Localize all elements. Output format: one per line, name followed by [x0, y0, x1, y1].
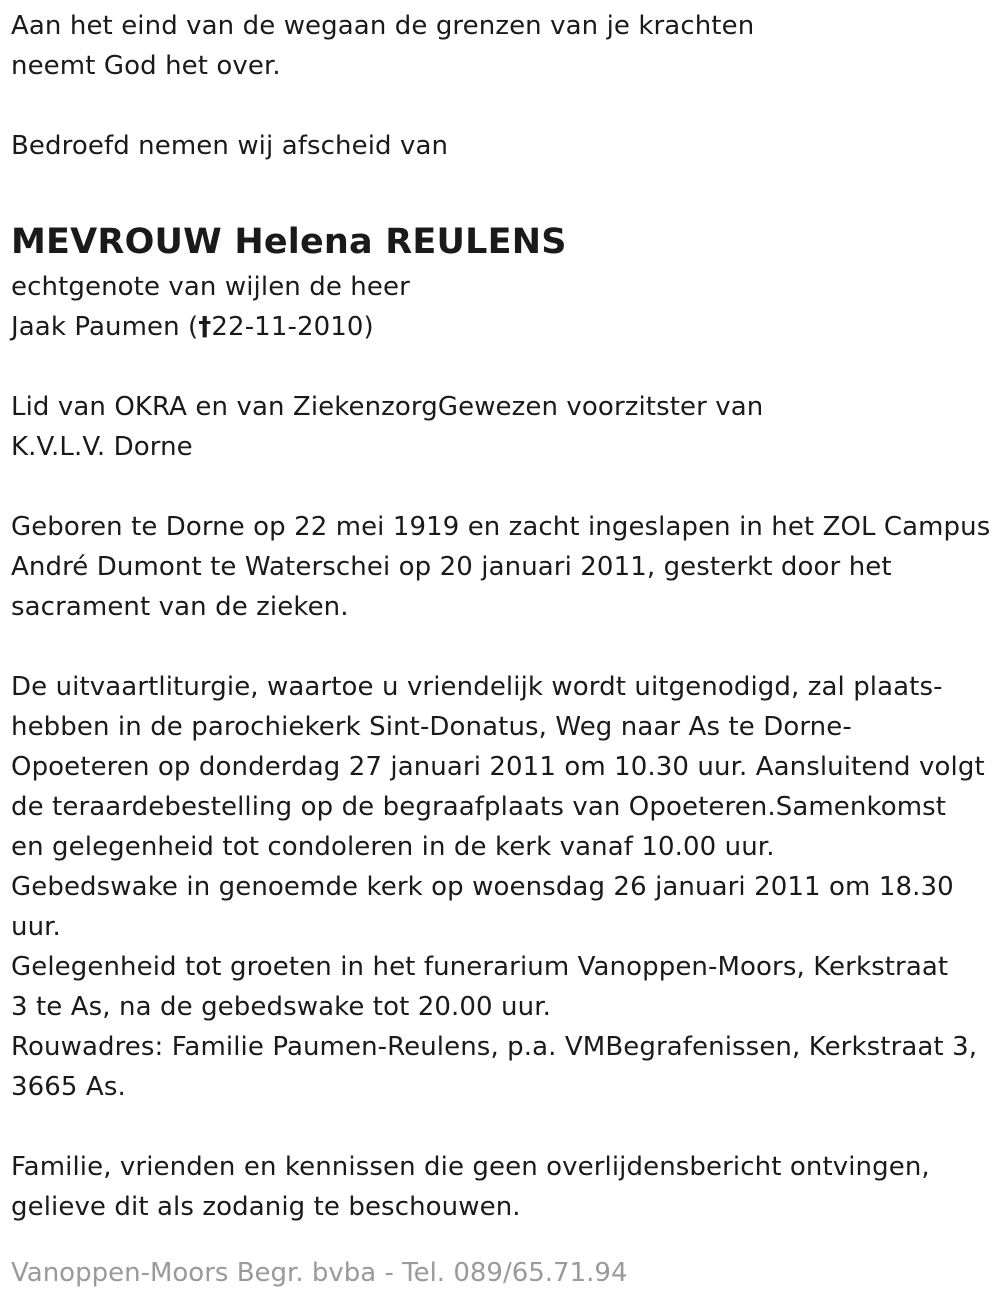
- spacer: [11, 86, 996, 126]
- funeral-line: 3665 As.: [11, 1072, 126, 1102]
- birth-death-line: André Dumont te Waterschei op 20 januari 2011, gesterkt door het: [11, 552, 892, 582]
- funeral-line: 3 te As, na de gebedswake tot 20.00 uur.: [11, 992, 551, 1022]
- closing-section: [11, 1147, 996, 1227]
- funeral-line: de teraardebestelling op de begraafplaats van Opoeteren.Samenkomst: [11, 792, 947, 822]
- birth-death-line: Geboren te Dorne op 22 mei 1919 en zacht ingeslapen in het ZOL Campus: [11, 512, 991, 542]
- membership-line: K.V.L.V. Dorne: [11, 432, 193, 462]
- funeral-line: uur.: [11, 912, 61, 942]
- funeral-line: Opoeteren op donderdag 27 januari 2011 om 10.30 uur. Aansluitend volgt: [11, 752, 985, 782]
- intro-text: Bedroefd nemen wij afscheid van: [11, 131, 449, 161]
- birth-death-section: [11, 507, 996, 627]
- closing-line: Familie, vrienden en kennissen die geen overlijdensbericht ontvingen,: [11, 1152, 930, 1182]
- obituary-document: [11, 6, 996, 1227]
- spacer: [11, 627, 996, 667]
- spouse-death-date: 22-11-2010): [211, 312, 374, 342]
- motto-line: neemt God het over.: [11, 51, 281, 81]
- funeral-line: hebben in de parochiekerk Sint-Donatus, Weg naar As te Dorne-: [11, 712, 852, 742]
- funeral-line: De uitvaartliturgie, waartoe u vriendelijk wordt uitgenodigd, zal plaats-: [11, 672, 943, 702]
- spouse-line: [11, 307, 996, 347]
- deceased-name: MEVROUW Helena REULENS: [11, 222, 567, 262]
- spacer: [11, 467, 996, 507]
- funeral-line: Gelegenheid tot groeten in het funerarium Vanoppen-Moors, Kerkstraat: [11, 952, 949, 982]
- spouse-line: echtgenote van wijlen de heer: [11, 272, 410, 302]
- funeral-line: en gelegenheid tot condoleren in de kerk vanaf 10.00 uur.: [11, 832, 775, 862]
- membership-line: Lid van OKRA en van ZiekenzorgGewezen voorzitster van: [11, 392, 764, 422]
- funeral-home-footer: Vanoppen-Moors Begr. bvba - Tel. 089/65.71.94: [11, 1258, 628, 1288]
- membership-section: [11, 387, 996, 467]
- motto-section: [11, 6, 996, 86]
- spacer: [11, 166, 996, 215]
- funeral-section: [11, 667, 996, 1107]
- spouse-section: [11, 267, 996, 347]
- spacer: [11, 1107, 996, 1147]
- birth-death-line: sacrament van de zieken.: [11, 592, 349, 622]
- cross-icon: †: [198, 312, 212, 342]
- spacer: [11, 347, 996, 387]
- funeral-line: Gebedswake in genoemde kerk op woensdag 26 januari 2011 om 18.30: [11, 872, 954, 902]
- closing-line: gelieve dit als zodanig te beschouwen.: [11, 1192, 521, 1222]
- motto-line: Aan het eind van de wegaan de grenzen van je krachten: [11, 11, 755, 41]
- funeral-line: Rouwadres: Familie Paumen-Reulens, p.a. VMBegrafenissen, Kerkstraat 3,: [11, 1032, 978, 1062]
- spouse-name: Jaak Paumen (: [11, 312, 199, 342]
